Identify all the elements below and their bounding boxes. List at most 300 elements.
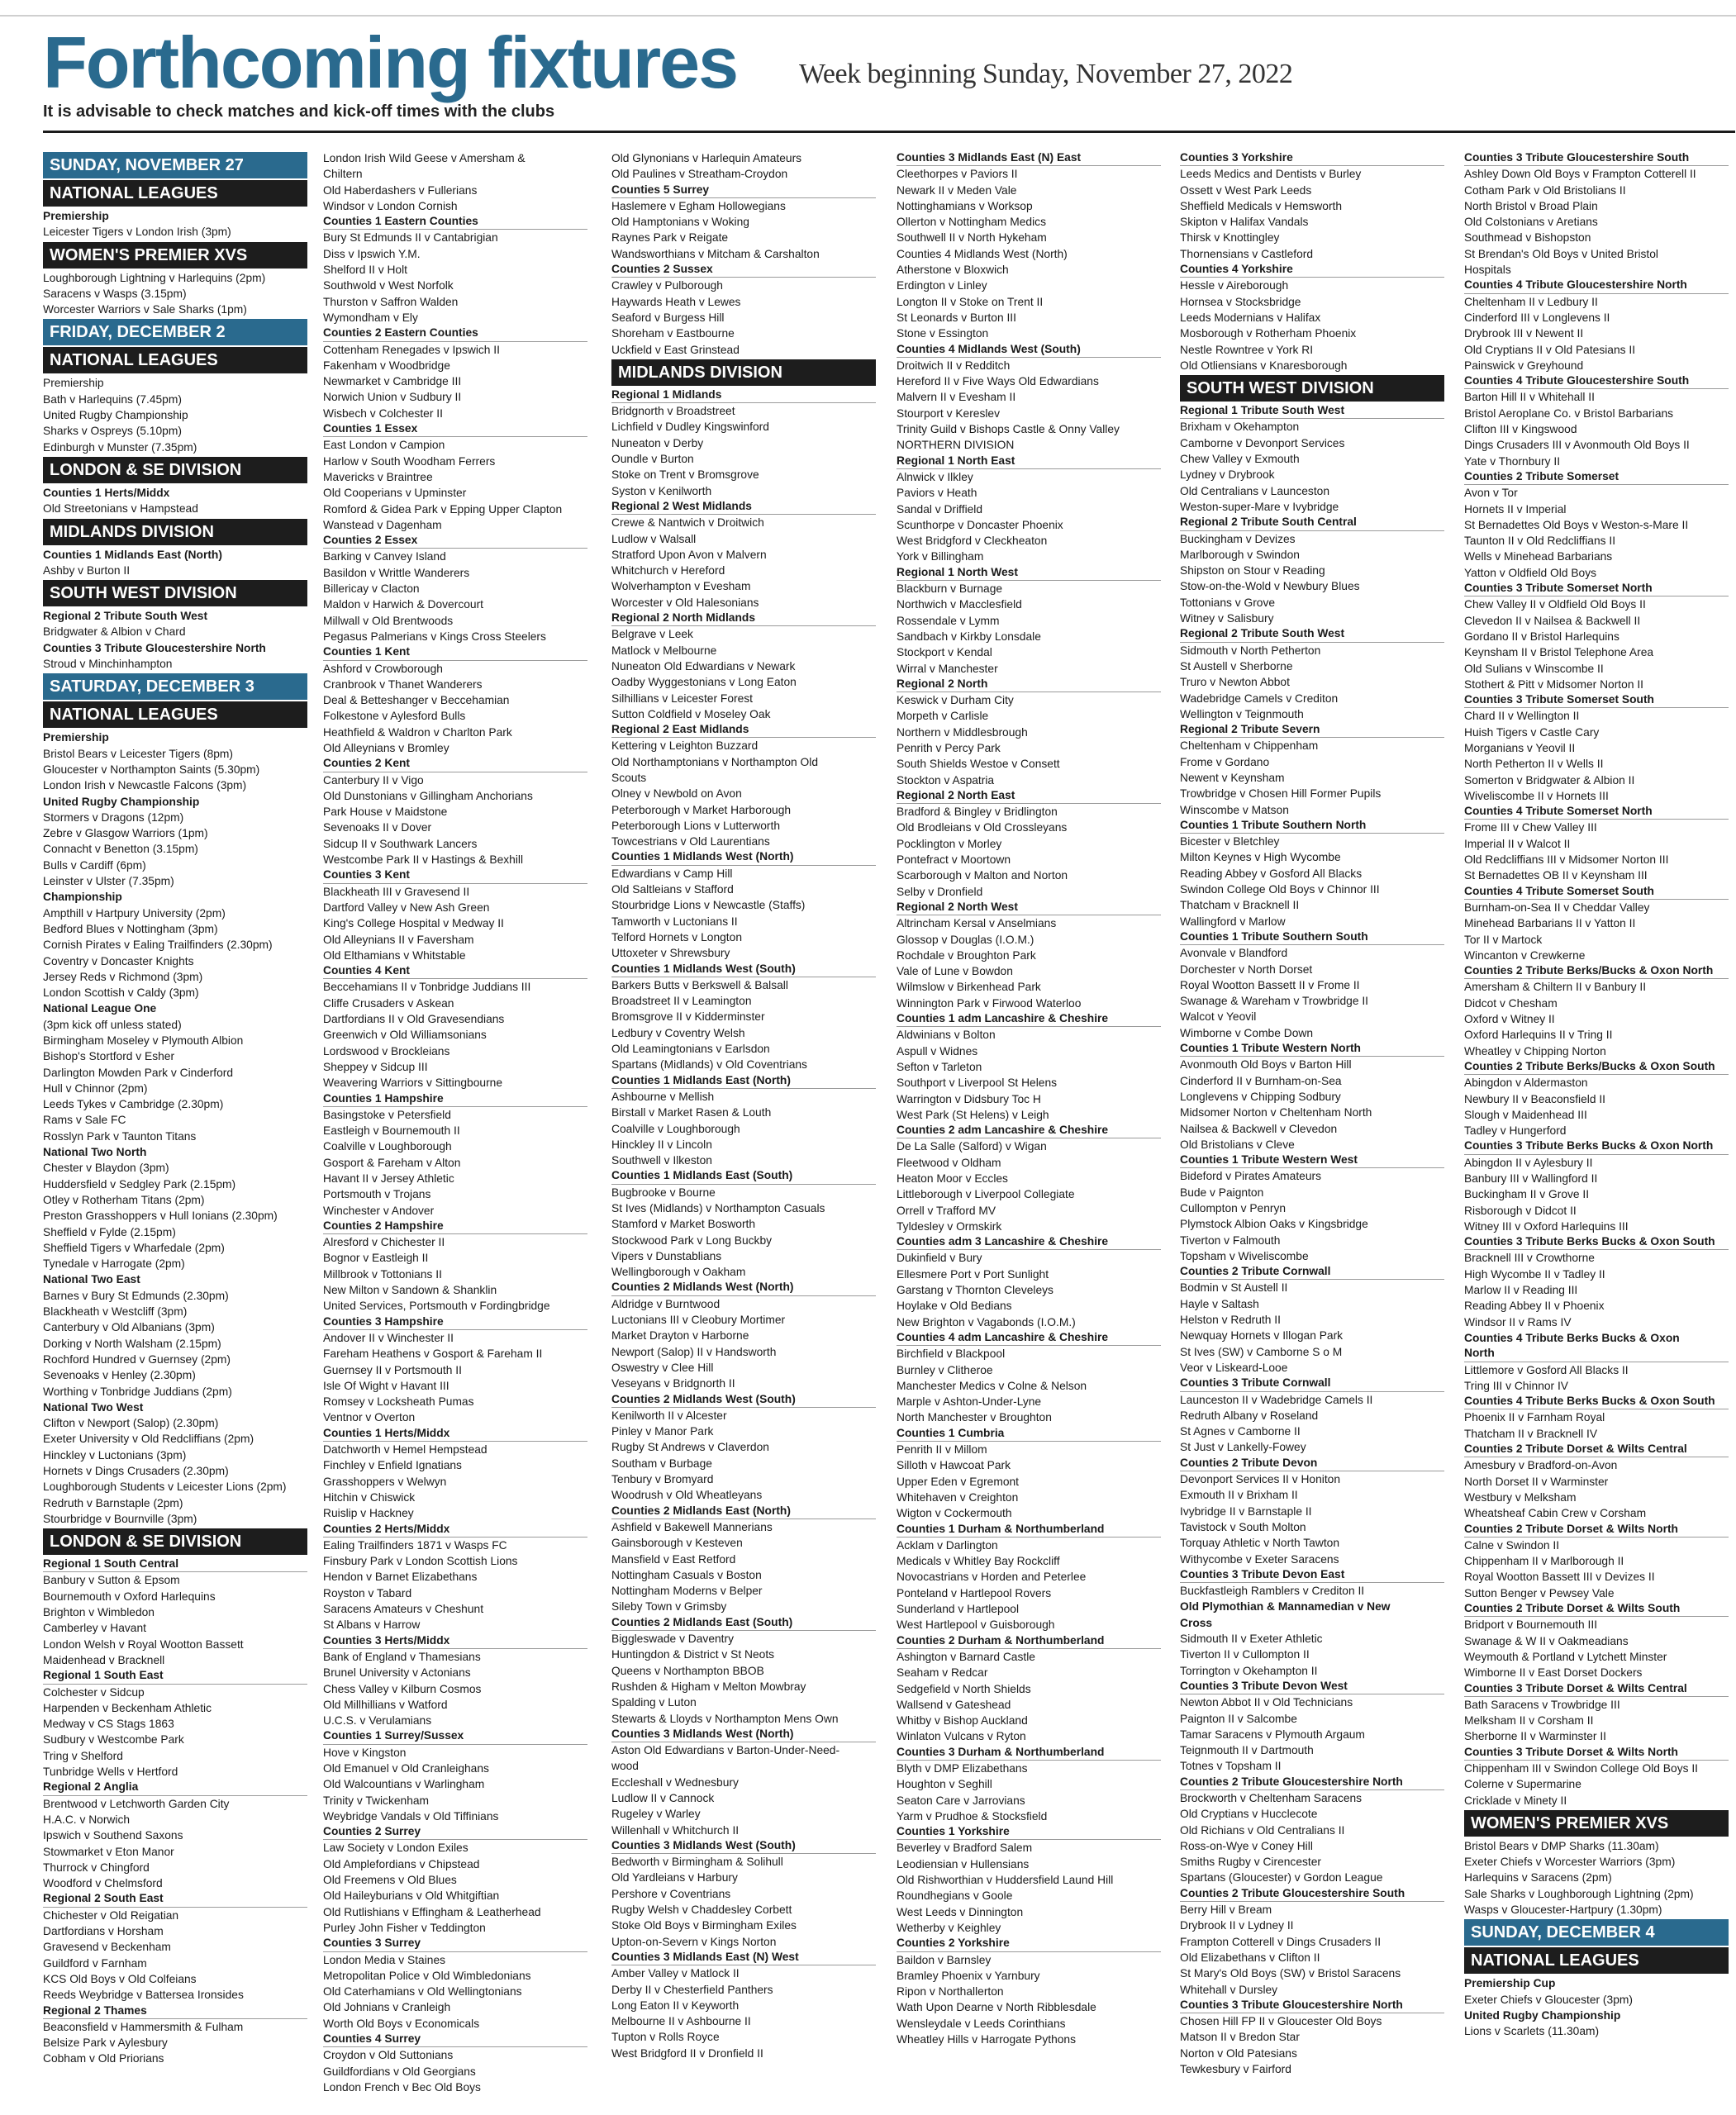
fixture-line: Leinster v Ulster (7.35pm) xyxy=(43,875,174,888)
fixture-line: Reeds Weybridge v Battersea Ironsides xyxy=(43,1989,244,2002)
fixture-line: Northern v Middlesbrough xyxy=(897,725,1028,739)
fixture-line: KCS Old Boys v Old Colfeians xyxy=(43,1972,197,1985)
fixture-line: Sileby Town v Grimsby xyxy=(611,1600,727,1614)
fixture-line: Beverley v Bradford Salem xyxy=(897,1842,1033,1855)
fixture-line: Bury St Edmunds II v Cantabrigian xyxy=(323,231,498,245)
fixture-line: Finchley v Enfield Ignatians xyxy=(323,1459,462,1472)
league-subheading: Counties 3 Tribute Gloucestershire North xyxy=(43,641,266,654)
fixture-line: Millbrook v Tottonians II xyxy=(323,1267,442,1281)
fixture-line: Taunton II v Old Redcliffians II xyxy=(1464,535,1616,548)
league-heading: Counties 2 Tribute Dorset & Wilts South xyxy=(1464,1601,1729,1617)
fixture-line: Cheltenham v Chippenham xyxy=(1180,739,1319,753)
section-header: WOMEN'S PREMIER XVS xyxy=(43,242,307,269)
fixture-line: Burnley v Clitheroe xyxy=(897,1363,993,1376)
section-header: NATIONAL LEAGUES xyxy=(1464,1947,1729,1974)
league-heading: Counties 3 Tribute Somerset North xyxy=(1464,581,1729,596)
fixture-line: Dukinfield v Bury xyxy=(897,1252,982,1265)
fixture-line: Pontefract v Moortown xyxy=(897,853,1011,867)
fixture-line: Novocastrians v Horden and Peterlee xyxy=(897,1571,1087,1584)
fixture-line: Stroud v Minchinhampton xyxy=(43,658,173,671)
fixture-line: Tamar Saracens v Plymouth Argaum xyxy=(1180,1728,1365,1741)
league-heading: Regional 2 Anglia xyxy=(43,1780,307,1795)
fixture-line: Stratford Upon Avon v Malvern xyxy=(611,548,767,561)
fixture-line: Birchfield v Blackpool xyxy=(897,1347,1006,1361)
fixture-line: Winscombe v Matson xyxy=(1180,803,1289,816)
fixture-line: Bramley Phoenix v Yarnbury xyxy=(897,1969,1040,1982)
date-header: SATURDAY, DECEMBER 3 xyxy=(43,673,307,700)
fixture-line: Heathfield & Waldron v Charlton Park xyxy=(323,725,512,739)
fixture-line: Totnes v Topsham II xyxy=(1180,1760,1282,1773)
fixture-line: Abingdon v Aldermaston xyxy=(1464,1077,1588,1090)
fixture-line: Sedgefield v North Shields xyxy=(897,1682,1031,1695)
fixture-line: Exeter Chiefs v Gloucester (3pm) xyxy=(1464,1993,1633,2006)
fixture-line: Drybrook III v Newent II xyxy=(1464,327,1584,340)
fixture-line: North Manchester v Broughton xyxy=(897,1411,1052,1424)
fixture-line: Guildfordians v Old Georgians xyxy=(323,2065,476,2078)
fixture-line: Stowmarket v Eton Manor xyxy=(43,1845,174,1858)
fixture-line: Stoke Old Boys v Birmingham Exiles xyxy=(611,1919,797,1932)
league-heading: Counties 2 Sussex xyxy=(611,262,876,278)
fixture-line: Chosen Hill FP II v Gloucester Old Boys xyxy=(1180,2015,1382,2028)
fixture-line: Clevedon II v Nailsea & Backwell II xyxy=(1464,614,1641,627)
fixture-line: West Bridgford II v Dronfield II xyxy=(611,2046,763,2060)
league-subheading: National Two North xyxy=(43,1146,147,1159)
fixture-line: Stourbridge Lions v Newcastle (Staffs) xyxy=(611,899,806,912)
fixture-line: Bedford Blues v Nottingham (3pm) xyxy=(43,922,218,935)
fixture-line: High Wycombe II v Tadley II xyxy=(1464,1267,1605,1281)
fixture-line: Sheffield Medicals v Hemsworth xyxy=(1180,199,1343,212)
fixture-line: North Petherton II v Wells II xyxy=(1464,758,1604,771)
fixture-line: Brunel University v Actonians xyxy=(323,1666,471,1680)
fixture-line: Alresford v Chichester II xyxy=(323,1236,445,1249)
league-heading: Counties 4 Tribute Gloucestershire South xyxy=(1464,373,1729,389)
fixtures-column-5 xyxy=(1180,150,1444,2100)
division-header: MIDLANDS DIVISION xyxy=(611,359,876,386)
fixture-line: New Milton v Sandown & Shanklin xyxy=(323,1284,497,1297)
fixture-line: Cleethorpes v Paviors II xyxy=(897,168,1018,181)
fixture-line: Lydney v Drybrook xyxy=(1180,468,1275,482)
fixture-line: Queens v Northampton BBOB xyxy=(611,1664,764,1677)
fixture-line: Tavistock v South Molton xyxy=(1180,1520,1306,1533)
fixture-line: Banbury v Sutton & Epsom xyxy=(43,1574,180,1587)
fixture-line: Chard II v Wellington II xyxy=(1464,710,1580,723)
advice-note: It is advisable to check matches and kick-off times with the clubs xyxy=(43,102,555,121)
fixture-line: Old Walcountians v Warlingham xyxy=(323,1778,485,1791)
fixture-line: Preston Grasshoppers v Hull Ionians (2.30pm) xyxy=(43,1210,278,1223)
league-heading: Counties 3 Tribute Dorset & Wilts Central xyxy=(1464,1681,1729,1697)
fixture-line: Uttoxeter v Shrewsbury xyxy=(611,947,730,960)
section-header: WOMEN'S PREMIER XVS xyxy=(1464,1810,1729,1837)
fixture-line: Thatcham II v Bracknell IV xyxy=(1464,1427,1598,1440)
fixture-line: Stow-on-the-Wold v Newbury Blues xyxy=(1180,580,1360,593)
fixture-line: Cotham Park v Old Bristolians II xyxy=(1464,183,1626,197)
fixture-line: Old Cryptians v Hucclecote xyxy=(1180,1808,1318,1821)
fixture-line: Barking v Canvey Island xyxy=(323,550,446,563)
fixture-line: Ashbourne v Mellish xyxy=(611,1090,715,1103)
fixture-line: Birmingham Moseley v Plymouth Albion xyxy=(43,1034,244,1047)
fixture-line: Kettering v Leighton Buzzard xyxy=(611,739,759,753)
fixture-line: West Bridgford v Cleckheaton xyxy=(897,535,1048,548)
fixture-line: Melksham II v Corsham II xyxy=(1464,1714,1594,1728)
league-heading: Counties 3 Herts/Middx xyxy=(323,1633,587,1649)
fixture-line: South Shields Westoe v Consett xyxy=(897,758,1060,771)
fixture-line: Nottingham Casuals v Boston xyxy=(611,1568,762,1581)
fixture-line: Winlaton Vulcans v Ryton xyxy=(897,1730,1026,1743)
fixture-line: Whitehall v Dursley xyxy=(1180,1983,1278,1996)
fixture-line: Erdington v Linley xyxy=(897,279,987,292)
fixture-line: Wensleydale v Leeds Corinthians xyxy=(897,2017,1066,2030)
fixture-line: Weybridge Vandals v Old Tiffinians xyxy=(323,1809,499,1823)
fixture-line: Old Redcliffians III v Midsomer Norton III xyxy=(1464,853,1669,867)
fixture-line: Coalville v Loughborough xyxy=(611,1122,740,1135)
fixture-line: Leeds Modernians v Halifax xyxy=(1180,311,1321,324)
fixture-line: Somerton v Bridgwater & Albion II xyxy=(1464,773,1635,787)
fixtures-column-1 xyxy=(43,150,307,2100)
fixture-line: Drybrook II v Lydney II xyxy=(1180,1919,1294,1932)
fixture-line: Bristol Aeroplane Co. v Bristol Barbarians xyxy=(1464,406,1674,420)
fixture-line: Berry Hill v Bream xyxy=(1180,1904,1272,1917)
fixture-line: Datchworth v Hemel Hempstead xyxy=(323,1443,488,1457)
league-heading: Counties 4 Tribute Somerset North xyxy=(1464,804,1729,820)
fixture-line: Jersey Reds v Richmond (3pm) xyxy=(43,970,203,983)
fixture-line: Edinburgh v Munster (7.35pm) xyxy=(43,440,197,454)
fixture-line: Manchester Medics v Colne & Nelson xyxy=(897,1379,1087,1392)
fixture-line: Leodiensian v Hullensians xyxy=(897,1857,1030,1870)
division-header: LONDON & SE DIVISION xyxy=(43,457,307,483)
fixture-line: Old Rishworthian v Huddersfield Laund Hill xyxy=(897,1874,1114,1887)
fixture-line: Isle Of Wight v Havant III xyxy=(323,1379,449,1392)
fixture-line: Old Dunstonians v Gillingham Anchorians xyxy=(323,789,533,802)
fixture-line: Greenwich v Old Williamsonians xyxy=(323,1029,487,1042)
fixture-line: Wellingborough v Oakham xyxy=(611,1266,746,1279)
fixture-line: Winnington Park v Firwood Waterloo xyxy=(897,996,1082,1010)
fixture-line: Guildford v Farnham xyxy=(43,1956,147,1970)
fixture-line: Chippenham III v Swindon College Old Boys II xyxy=(1464,1761,1698,1775)
fixture-line: Sevenoaks v Henley (2.30pm) xyxy=(43,1369,196,1382)
fixture-line: Marlborough v Swindon xyxy=(1180,548,1300,561)
fixture-line: Birstall v Market Rasen & Louth xyxy=(611,1106,772,1119)
fixture-line: Southport v Liverpool St Helens xyxy=(897,1077,1058,1090)
fixture-line: Norton v Old Patesians xyxy=(1180,2046,1297,2060)
fixture-line: Tiverton II v Cullompton II xyxy=(1180,1648,1310,1661)
fixture-line: Royal Wootton Bassett III v Devizes II xyxy=(1464,1571,1655,1584)
fixture-line: Frome III v Chew Valley III xyxy=(1464,821,1597,834)
fixture-line: London Welsh v Royal Wootton Bassett xyxy=(43,1637,244,1651)
fixture-line: London Irish Wild Geese v Amersham & xyxy=(323,152,526,164)
fixture-line: Old Millhillians v Watford xyxy=(323,1698,448,1711)
fixture-line: Malvern II v Evesham II xyxy=(897,391,1016,404)
fixture-line: St Austell v Sherborne xyxy=(1180,659,1293,673)
fixture-line: Eccleshall v Wednesbury xyxy=(611,1775,739,1789)
fixture-line: Old Johnians v Cranleigh xyxy=(323,2001,451,2014)
fixture-line: Spartans (Gloucester) v Gordon League xyxy=(1180,1871,1383,1884)
fixture-line: Chew Valley II v Oldfield Old Boys II xyxy=(1464,598,1646,611)
fixture-line: Seaford v Burgess Hill xyxy=(611,311,725,324)
fixtures-column-3 xyxy=(611,150,876,2100)
fixture-line: Cricklade v Minety II xyxy=(1464,1794,1567,1807)
fixture-line: Ashfield v Bakewell Mannerians xyxy=(611,1520,773,1533)
fixture-line: Old Saltleians v Stafford xyxy=(611,883,734,896)
fixture-line: Bradford & Bingley v Bridlington xyxy=(897,806,1058,819)
fixture-line: Bristol Bears v Leicester Tigers (8pm) xyxy=(43,747,234,760)
fixture-line: Nestle Rowntree v York RI xyxy=(1180,343,1314,356)
fixture-line: Truro v Newton Abbot xyxy=(1180,676,1290,689)
fixture-line: Swindon College Old Boys v Chinnor III xyxy=(1180,883,1380,896)
league-heading: Counties 5 Surrey xyxy=(611,183,876,198)
fixture-line: Harlow v South Woodham Ferrers xyxy=(323,454,496,468)
fixture-line: Calne v Swindon II xyxy=(1464,1538,1560,1552)
fixture-line: Wheatley Hills v Harrogate Pythons xyxy=(897,2033,1077,2046)
fixture-line: Portsmouth v Trojans xyxy=(323,1188,431,1201)
league-subheading: Premiership xyxy=(43,210,109,222)
fixture-line: North Bristol v Broad Plain xyxy=(1464,199,1598,212)
fixture-line: Tunbridge Wells v Hertford xyxy=(43,1766,178,1779)
fixture-line: Chichester v Old Reigatian xyxy=(43,1908,179,1922)
fixture-line: wood xyxy=(611,1760,639,1773)
fixture-line: Biggleswade v Daventry xyxy=(611,1633,735,1646)
fixture-line: Bristol Bears v DMP Sharks (11.30am) xyxy=(1464,1839,1659,1852)
fixture-line: Chester v Blaydon (3pm) xyxy=(43,1162,169,1175)
fixture-line: Woodford v Chelmsford xyxy=(43,1877,163,1890)
fixture-line: Newquay Hornets v Illogan Park xyxy=(1180,1329,1344,1343)
page-title: Forthcoming fixtures xyxy=(43,21,738,103)
fixture-line: Alnwick v Ilkley xyxy=(897,470,973,483)
fixture-line: London Irish v Newcastle Falcons (3pm) xyxy=(43,779,247,792)
fixture-line: Woodrush v Old Wheatleyans xyxy=(611,1489,763,1502)
fixture-line: Paignton II v Salcombe xyxy=(1180,1712,1297,1725)
fixture-line: London Media v Staines xyxy=(323,1953,446,1966)
league-heading: Counties 3 Surrey xyxy=(323,1936,587,1951)
league-heading: Counties 2 Tribute Gloucestershire South xyxy=(1180,1886,1444,1902)
fixture-line: United Services, Portsmouth v Fordingbridge xyxy=(323,1300,550,1313)
fixture-line: Towcestrians v Old Laurentians xyxy=(611,835,770,848)
league-heading: Counties 3 Tribute Berks Bucks & Oxon North xyxy=(1464,1138,1729,1154)
fixture-line: Canterbury II v Vigo xyxy=(323,773,424,787)
fixture-line: Bicester v Bletchley xyxy=(1180,835,1280,848)
league-heading: Counties 4 Midlands West (South) xyxy=(897,342,1161,358)
fixture-line: Worcester v Old Halesonians xyxy=(611,596,759,609)
fixture-line: Hospitals xyxy=(1464,264,1511,277)
fixture-line: Buckingham II v Grove II xyxy=(1464,1188,1590,1201)
fixture-line: Loughborough Lightning v Harlequins (2pm) xyxy=(43,271,266,284)
fixture-line: Hornets II v Imperial xyxy=(1464,502,1567,516)
league-subheading: United Rugby Championship xyxy=(1464,2008,1621,2022)
league-subheading: United Rugby Championship xyxy=(43,795,200,808)
fixture-line: Diss v Ipswich Y.M. xyxy=(323,247,421,260)
fixture-line: Old Glynonians v Harlequin Amateurs xyxy=(611,152,802,164)
fixture-line: Southwold v West Norfolk xyxy=(323,279,454,292)
fixture-line: Coalville v Loughborough xyxy=(323,1140,452,1153)
fixture-line: Old Yardleians v Harbury xyxy=(611,1871,738,1884)
fixture-line: Glossop v Douglas (I.O.M.) xyxy=(897,933,1034,946)
fixture-line: Canterbury v Old Albanians (3pm) xyxy=(43,1321,215,1334)
league-heading: Counties 2 Midlands West (South) xyxy=(611,1392,876,1408)
fixture-line: Syston v Kenilworth xyxy=(611,484,712,497)
fixture-line: Purley John Fisher v Teddington xyxy=(323,1921,486,1934)
league-heading: Counties 2 Midlands East (North) xyxy=(611,1504,876,1519)
league-subheading: Premiership xyxy=(43,731,109,744)
fixture-line: Witney v Salisbury xyxy=(1180,612,1274,625)
fixture-line: Worth Old Boys v Economicals xyxy=(323,2017,480,2030)
fixture-line: Whitehaven v Creighton xyxy=(897,1490,1019,1504)
league-heading: Counties 3 Tribute Gloucestershire North xyxy=(1180,1998,1444,2013)
fixture-line: Fareham Heathens v Gosport & Fareham II xyxy=(323,1347,543,1361)
fixture-line: Nailsea & Backwell v Clevedon xyxy=(1180,1122,1338,1135)
league-heading: Regional 2 North East xyxy=(897,788,1161,804)
fixture-line: Banbury III v Wallingford II xyxy=(1464,1172,1598,1185)
fixture-line: Reading Abbey v Gosford All Blacks xyxy=(1180,867,1363,880)
fixture-line: Old Elthamians v Whitstable xyxy=(323,948,466,962)
fixture-line: Edwardians v Camp Hill xyxy=(611,867,733,880)
fixture-line: Cobham v Old Priorians xyxy=(43,2052,164,2065)
fixture-line: Belsize Park v Aylesbury xyxy=(43,2037,168,2050)
fixture-line: Brockworth v Cheltenham Saracens xyxy=(1180,1791,1363,1804)
league-heading: Counties 4 Tribute Gloucestershire North xyxy=(1464,278,1729,293)
fixture-line: Hove v Kingston xyxy=(323,1746,407,1759)
fixture-line: Camborne v Devonport Services xyxy=(1180,436,1345,449)
fixture-line: Bugbrooke v Bourne xyxy=(611,1186,716,1199)
league-heading: Counties 2 Durham & Northumberland xyxy=(897,1633,1161,1649)
fixture-line: Wetherby v Keighley xyxy=(897,1921,1001,1934)
fixture-line: Peterborough v Market Harborough xyxy=(611,803,792,816)
fixture-line: St Just v Lankelly-Fowey xyxy=(1180,1441,1306,1454)
fixture-line: Matson II v Bredon Star xyxy=(1180,2031,1300,2044)
fixture-line: Metropolitan Police v Old Wimbledonians xyxy=(323,1969,531,1982)
fixture-line: Bodmin v St Austell II xyxy=(1180,1281,1288,1295)
fixture-line: Old Haileyburians v Old Whitgiftian xyxy=(323,1889,500,1903)
fixture-line: Mosborough v Rotherham Phoenix xyxy=(1180,327,1357,340)
fixture-line: Medway v CS Stags 1863 xyxy=(43,1718,174,1731)
fixture-line: Pocklington v Morley xyxy=(897,837,1002,850)
league-heading: Counties 2 Tribute Devon xyxy=(1180,1456,1444,1471)
fixture-line: St Bernadettes Old Boys v Weston-s-Mare II xyxy=(1464,518,1689,531)
fixture-line: Eastleigh v Bournemouth II xyxy=(323,1124,460,1138)
fixture-line: Croydon v Old Suttonians xyxy=(323,2049,454,2062)
fixture-line: York v Billingham xyxy=(897,550,984,563)
league-heading: Counties 1 Midlands East (North) xyxy=(611,1073,876,1089)
fixture-line: Stockport v Kendal xyxy=(897,646,992,659)
fixture-line: Rosslyn Park v Taunton Titans xyxy=(43,1129,197,1143)
fixture-line: Otley v Rotherham Titans (2pm) xyxy=(43,1193,205,1206)
league-heading: Counties 3 Tribute Devon East xyxy=(1180,1567,1444,1583)
league-subheading: Counties 1 Herts/Middx xyxy=(43,486,170,499)
fixture-line: Old Paulines v Streatham-Croydon xyxy=(611,168,788,181)
fixture-line: Crawley v Pulborough xyxy=(611,279,723,292)
fixture-line: Dorking v North Walsham (2.15pm) xyxy=(43,1337,221,1350)
fixture-line: Dings Crusaders III v Avonmouth Old Boys II xyxy=(1464,439,1690,452)
fixture-line: Roundhegians v Goole xyxy=(897,1889,1013,1903)
fixture-line: Spalding v Luton xyxy=(611,1696,697,1709)
fixture-line: Tring III v Chinnor IV xyxy=(1464,1379,1569,1392)
fixture-line: Old Rutlishians v Effingham & Leatherhead xyxy=(323,1905,541,1918)
fixture-line: Nottingham Moderns v Belper xyxy=(611,1585,763,1598)
league-heading: Counties 3 Tribute Gloucestershire South xyxy=(1464,150,1729,166)
fixture-line: Painswick v Greyhound xyxy=(1464,359,1584,372)
fixture-line: Wells v Minehead Barbarians xyxy=(1464,550,1613,563)
fixture-line: Tiverton v Falmouth xyxy=(1180,1233,1281,1247)
league-heading: Regional 1 Tribute South West xyxy=(1180,403,1444,419)
fixture-line: Lichfield v Dudley Kingswinford xyxy=(611,421,769,434)
fixture-line: Rugby Welsh v Chaddesley Corbett xyxy=(611,1904,792,1917)
fixture-line: Thatcham v Bracknell II xyxy=(1180,899,1300,912)
league-heading: Counties 3 Tribute Devon West xyxy=(1180,1679,1444,1694)
fixture-line: Barton Hill II v Whitehall II xyxy=(1464,391,1595,404)
fixture-line: Ledbury v Coventry Welsh xyxy=(611,1026,745,1039)
fixture-line: Morganians v Yeovil II xyxy=(1464,741,1576,754)
fixture-line: Avon v Tor xyxy=(1464,487,1518,500)
fixture-line: Weston-super-Mare v Ivybridge xyxy=(1180,500,1339,513)
fixture-line: Hereford II v Five Ways Old Edwardians xyxy=(897,375,1099,388)
league-heading: Counties 3 Kent xyxy=(323,867,587,883)
fixture-line: Topsham v Wiveliscombe xyxy=(1180,1249,1309,1262)
fixture-line: Wandsworthians v Mitcham & Carshalton xyxy=(611,247,820,260)
fixture-line: Torrington v Okehampton II xyxy=(1180,1664,1318,1677)
fixture-line: Brixham v Okehampton xyxy=(1180,421,1300,434)
fixture-line: Bude v Paignton xyxy=(1180,1186,1264,1199)
fixture-line: Tamworth v Luctonians II xyxy=(611,915,738,928)
fixture-line: Folkestone v Aylesford Bulls xyxy=(323,710,466,723)
fixture-line: Nuneaton v Derby xyxy=(611,436,704,449)
fixture-line: Littlemore v Gosford All Blacks II xyxy=(1464,1363,1629,1376)
fixture-line: Stothert & Pitt v Midsomer Norton II xyxy=(1464,677,1643,691)
fixture-line: Walcot v Yeovil xyxy=(1180,1010,1257,1024)
fixture-line: Rams v Sale FC xyxy=(43,1114,126,1127)
fixture-line: Thurrock v Chingford xyxy=(43,1861,150,1874)
fixture-line: Harlequins v Saracens (2pm) xyxy=(1464,1871,1612,1884)
fixture-line: Finsbury Park v London Scottish Lions xyxy=(323,1555,518,1568)
fixture-line: Oundle v Burton xyxy=(611,453,694,466)
fixture-line: Warrington v Didsbury Toc H xyxy=(897,1092,1041,1105)
fixture-line: Wymondham v Ely xyxy=(323,311,418,324)
fixture-line: Marlow II v Reading III xyxy=(1464,1284,1578,1297)
fixture-line: West Leeds v Dinnington xyxy=(897,1905,1024,1918)
fixture-line: Connacht v Benetton (3.15pm) xyxy=(43,843,198,856)
league-heading: Regional 1 South East xyxy=(43,1668,307,1684)
fixture-line: Olney v Newbold on Avon xyxy=(611,787,742,801)
fixture-line: Phoenix II v Farnham Royal xyxy=(1464,1411,1605,1424)
fixture-line: Tadley v Hungerford xyxy=(1464,1124,1567,1138)
fixture-line: Old Richians v Old Centralians II xyxy=(1180,1823,1345,1837)
fixture-line: Ipswich v Southend Saxons xyxy=(43,1829,183,1842)
league-subheading: National League One xyxy=(43,1002,157,1015)
fixture-line: Buckingham v Devizes xyxy=(1180,532,1296,545)
fixture-line: Worthing v Tonbridge Juddians (2pm) xyxy=(43,1385,232,1398)
fixture-line: Bridgwater & Albion v Chard xyxy=(43,625,186,639)
fixture-line: Stourbridge v Bournville (3pm) xyxy=(43,1512,197,1525)
fixture-line: H.A.C. v Norwich xyxy=(43,1813,131,1826)
fixture-line: Chew Valley v Exmouth xyxy=(1180,453,1300,466)
league-heading: Counties 3 Tribute Cornwall xyxy=(1180,1376,1444,1391)
fixture-line: Slough v Maidenhead III xyxy=(1464,1108,1587,1121)
masthead xyxy=(43,21,1696,103)
fixture-line: Westbury v Melksham xyxy=(1464,1490,1577,1504)
fixture-line: Cinderford II v Burnham-on-Sea xyxy=(1180,1074,1342,1087)
fixture-line: Upper Eden v Egremont xyxy=(897,1475,1020,1488)
fixture-line: Barkers Butts v Berkswell & Balsall xyxy=(611,978,788,991)
fixture-line: Southwell II v North Hykeham xyxy=(897,231,1047,245)
fixture-line: St Leonards v Burton III xyxy=(897,311,1016,324)
fixture-line: Old Centralians v Launceston xyxy=(1180,484,1329,497)
league-heading: Counties 3 Midlands West (South) xyxy=(611,1838,876,1854)
fixture-line: Old Caterhamians v Old Wellingtonians xyxy=(323,1985,522,1999)
fixture-line: Bishop's Stortford v Esher xyxy=(43,1050,175,1063)
fixture-line: Thornensians v Castleford xyxy=(1180,247,1314,260)
fixture-line: Wanstead v Dagenham xyxy=(323,518,442,531)
fixture-line: Bridgnorth v Broadstreet xyxy=(611,405,735,418)
fixture-line: Blyth v DMP Elizabethans xyxy=(897,1761,1028,1775)
fixture-line: Newmarket v Cambridge III xyxy=(323,375,462,388)
fixture-line: United Rugby Championship xyxy=(43,409,188,422)
